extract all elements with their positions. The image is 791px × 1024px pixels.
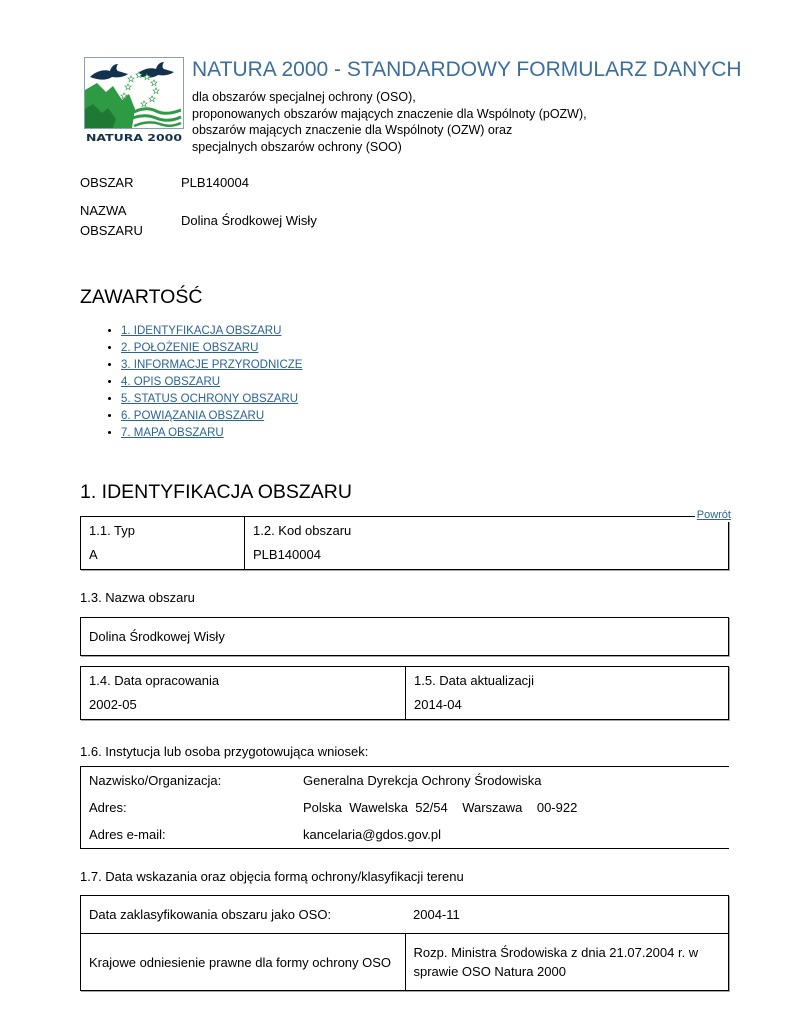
toc-link-identyfikacja[interactable]: 1. IDENTYFIKACJA OBSZARU: [121, 325, 282, 337]
toc-heading: ZAWARTOŚĆ: [80, 286, 203, 308]
section-1-heading: 1. IDENTYFIKACJA OBSZARU: [80, 481, 352, 503]
obszar-row: [80, 173, 729, 193]
field-1-4-value: 2002-05: [89, 697, 137, 712]
field-1-5-value: 2014-04: [414, 697, 462, 712]
toc-link-opis[interactable]: 4. OPIS OBSZARU: [121, 376, 221, 388]
toc-item: [121, 359, 729, 371]
subtitle-line-2: proponowanych obszarów mających znaczenie dla Wspólnoty (pOZW),: [192, 106, 587, 121]
obszar-value: PLB140004: [181, 175, 249, 190]
row-value: Generalna Dyrekcja Ochrony Środowiska: [303, 773, 542, 788]
table-row: [81, 821, 730, 849]
obszar-label: OBSZAR: [80, 175, 134, 190]
toc-item: [121, 393, 729, 405]
site-identification: [80, 173, 729, 241]
table-typ-kod: [80, 516, 729, 570]
cell-typ: [81, 517, 245, 570]
row-label: Krajowe odniesienie prawne dla formy ochrony OSO: [81, 934, 406, 991]
field-1-1-label: 1.1. Typ: [89, 523, 136, 538]
powrot-link[interactable]: Powrót: [696, 509, 731, 521]
subtitle-line-3: obszarów mających znaczenie dla Wspólnoty (OZW) oraz: [192, 123, 513, 137]
toc-item: [121, 325, 729, 337]
row-value: 2004-11: [405, 896, 729, 934]
table-row: [81, 896, 729, 934]
field-1-3-label: 1.3. Nazwa obszaru: [80, 590, 195, 605]
toc-link-mapa[interactable]: 7. MAPA OBSZARU: [121, 427, 224, 439]
table-row: [81, 767, 730, 795]
table-daty: [80, 666, 729, 720]
toc-list: [80, 325, 729, 439]
page-title: NATURA 2000 - STANDARDOWY FORMULARZ DANYCH: [192, 58, 742, 81]
natura-2000-logo-image: [84, 57, 184, 144]
table-row: [81, 667, 729, 720]
toc-item: [121, 376, 729, 388]
toc-link-status[interactable]: 5. STATUS OCHRONY OBSZARU: [121, 393, 298, 405]
row-value: Polska Wawelska 52/54 Warszawa 00-922: [303, 800, 578, 815]
toc-item: [121, 410, 729, 422]
natura-2000-logo: [84, 57, 184, 144]
subtitle-line-1: dla obszarów specjalnej ochrony (OSO),: [192, 90, 416, 104]
nazwa-label: NAZWA OBSZARU: [80, 203, 143, 238]
row-value: kancelaria@gdos.gov.pl: [303, 827, 441, 842]
field-1-3-value-box: Dolina Środkowej Wisły: [80, 617, 729, 656]
row-label: Adres e-mail:: [89, 827, 166, 842]
row-label: Adres:: [89, 800, 127, 815]
field-1-2-label: 1.2. Kod obszaru: [253, 523, 352, 538]
header-text: [192, 57, 742, 155]
field-1-2-value: PLB140004: [253, 547, 321, 562]
logo-caption: NATURA 2000: [86, 133, 183, 144]
header: [80, 57, 742, 155]
subtitle-line-4: specjalnych obszarów ochrony (SOO): [192, 139, 402, 154]
table-klasyfikacja: [80, 895, 729, 991]
toc-link-informacje[interactable]: 3. INFORMACJE PRZYRODNICZE: [121, 359, 303, 371]
field-1-5-label: 1.5. Data aktualizacji: [414, 673, 534, 688]
cell-data-aktualizacji: [406, 667, 729, 720]
cell-kod: [245, 517, 729, 570]
field-1-7-label: 1.7. Data wskazania oraz objęcia formą ochrony/klasyfikacji terenu: [80, 869, 464, 884]
nazwa-value: Dolina Środkowej Wisły: [181, 213, 317, 228]
toc-item: [121, 427, 729, 439]
table-row: [81, 934, 729, 991]
field-1-1-value: A: [89, 547, 98, 562]
toc-item: [121, 342, 729, 354]
cell-data-opracowania: [81, 667, 406, 720]
row-value: Rozp. Ministra Środowiska z dnia 21.07.2004 r. w sprawie OSO Natura 2000: [405, 934, 729, 991]
table-row: [81, 794, 730, 821]
field-1-4-label: 1.4. Data opracowania: [89, 673, 220, 688]
toc-link-powiazania[interactable]: 6. POWIĄZANIA OBSZARU: [121, 410, 265, 422]
field-1-6-label: 1.6. Instytucja lub osoba przygotowująca wniosek:: [80, 744, 369, 759]
row-label: Data zaklasyfikowania obszaru jako OSO:: [81, 896, 406, 934]
row-label: Nazwisko/Organizacja:: [89, 773, 222, 788]
nazwa-row: [80, 201, 729, 241]
table-row: [81, 517, 729, 570]
table-1-1-wrap: [80, 509, 731, 570]
table-instytucja: [80, 766, 729, 849]
toc-link-polozenie[interactable]: 2. POŁOŻENIE OBSZARU: [121, 342, 259, 354]
